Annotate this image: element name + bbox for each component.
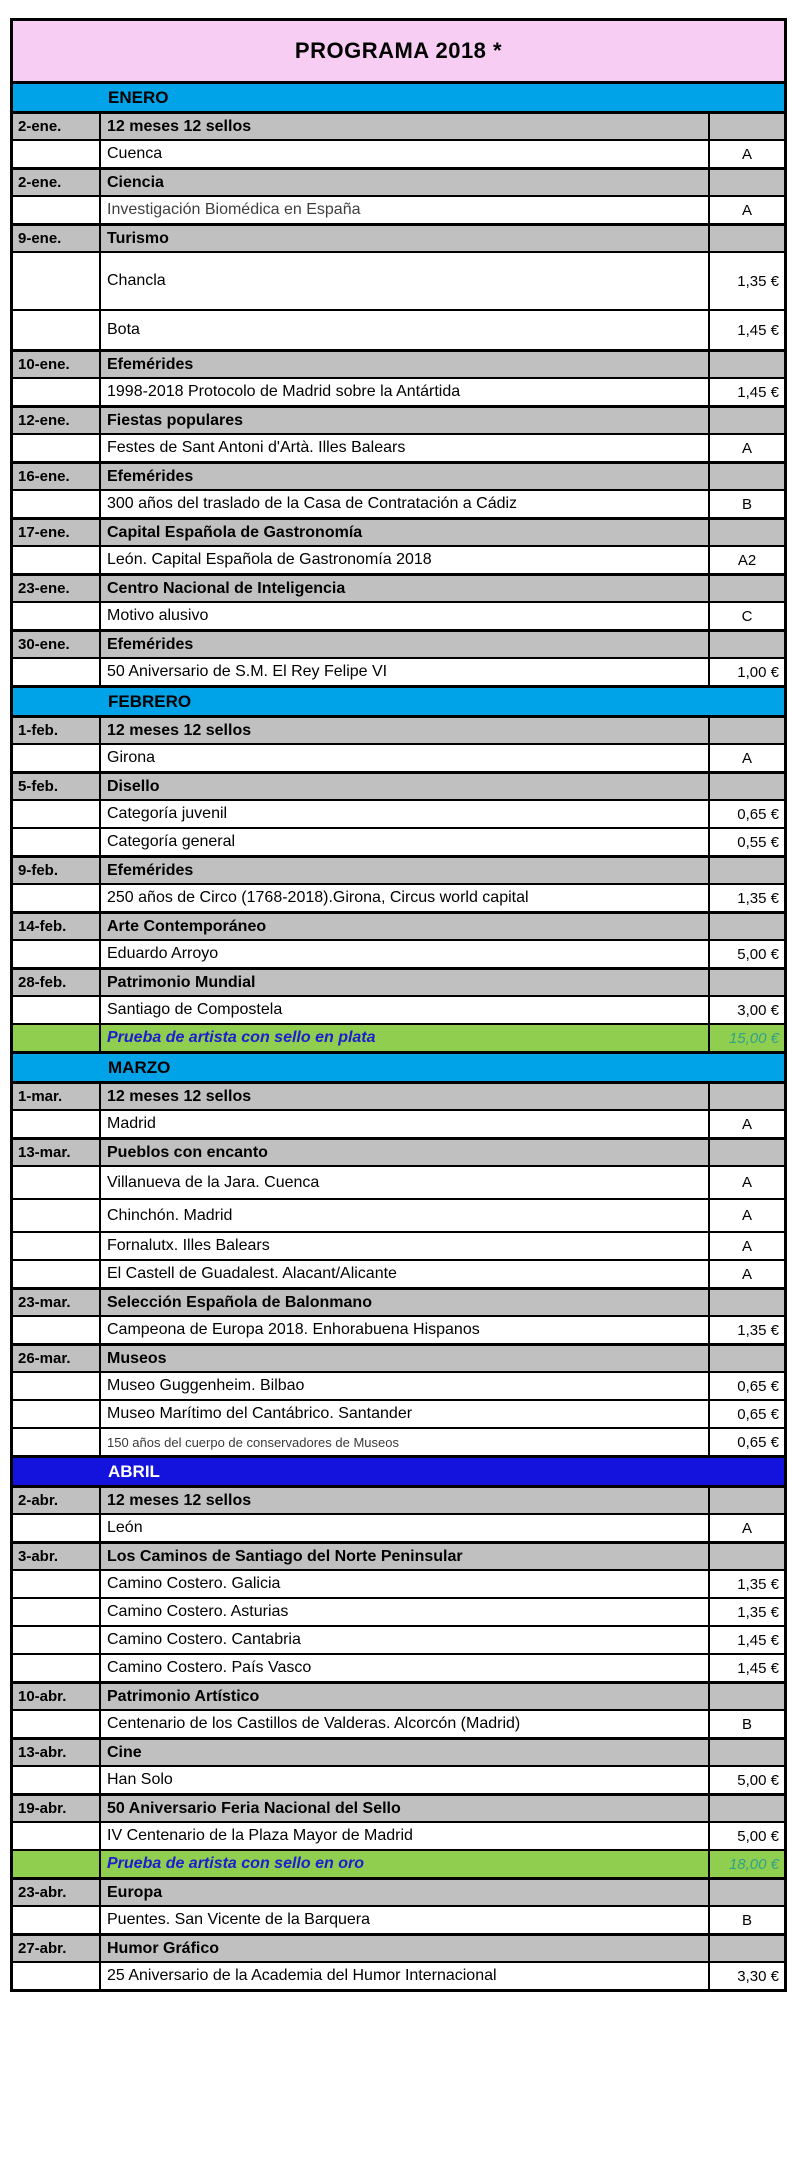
description-cell: Motivo alusivo — [101, 603, 710, 629]
date-cell — [13, 829, 101, 855]
description-cell: Arte Contemporáneo — [101, 914, 710, 939]
price-cell: A — [741, 1237, 752, 1255]
date-cell — [13, 1233, 101, 1259]
price-cell: 0,55 € — [737, 833, 779, 851]
description-cell: Humor Gráfico — [101, 1936, 710, 1961]
topic-row — [13, 855, 784, 883]
date-cell — [13, 1655, 101, 1681]
topic-row — [13, 111, 784, 139]
price-cell — [710, 1140, 784, 1165]
description-cell: Efemérides — [101, 632, 710, 657]
price-cell — [710, 774, 784, 799]
item-row — [13, 195, 784, 223]
item-row — [13, 601, 784, 629]
price-cell: 1,00 € — [737, 663, 779, 681]
price-cell — [710, 576, 784, 601]
price-cell: A — [741, 1519, 752, 1537]
date-cell — [13, 885, 101, 911]
date-cell — [13, 1025, 101, 1051]
price-cell — [710, 1740, 784, 1765]
price-cell: 1,35 € — [737, 1321, 779, 1339]
date-cell: 2-abr. — [13, 1488, 101, 1513]
price-cell: C — [741, 607, 753, 625]
price-cell — [710, 408, 784, 433]
item-row — [13, 657, 784, 685]
item-row — [13, 1259, 784, 1287]
date-cell — [13, 547, 101, 573]
price-cell: A — [741, 439, 752, 457]
description-cell: León. Capital Española de Gastronomía 2018 — [101, 547, 710, 573]
date-cell — [13, 1167, 101, 1198]
artist-proof-row — [13, 1849, 784, 1877]
description-cell: Cuenca — [101, 141, 710, 167]
date-cell — [13, 1767, 101, 1793]
description-cell: Centenario de los Castillos de Valderas. Alcorcón (Madrid) — [101, 1711, 710, 1737]
price-cell: 1,45 € — [737, 1659, 779, 1677]
item-row — [13, 1653, 784, 1681]
item-row — [13, 1961, 784, 1989]
item-row — [13, 1165, 784, 1198]
description-cell: Han Solo — [101, 1767, 710, 1793]
topic-row — [13, 1485, 784, 1513]
date-cell — [13, 253, 101, 309]
date-cell — [13, 435, 101, 461]
date-cell: 13-mar. — [13, 1140, 101, 1165]
topic-row — [13, 461, 784, 489]
date-cell: 23-mar. — [13, 1290, 101, 1315]
description-cell: Categoría juvenil — [101, 801, 710, 827]
description-cell: Camino Costero. Cantabria — [101, 1627, 710, 1653]
price-cell: B — [741, 495, 752, 513]
topic-row — [13, 1137, 784, 1165]
item-row — [13, 1597, 784, 1625]
price-cell: A — [741, 1174, 752, 1191]
date-cell: 28-feb. — [13, 970, 101, 995]
price-cell: 1,35 € — [737, 272, 779, 290]
description-cell: Europa — [101, 1880, 710, 1905]
price-cell: A — [741, 145, 752, 163]
date-cell — [13, 1401, 101, 1427]
description-cell: Camino Costero. Galicia — [101, 1571, 710, 1597]
price-cell: 18,00 € — [728, 1855, 779, 1873]
artist-proof-row — [13, 1023, 784, 1051]
description-cell: Prueba de artista con sello en oro — [101, 1851, 710, 1877]
item-row — [13, 309, 784, 349]
description-cell: Efemérides — [101, 464, 710, 489]
item-row — [13, 1709, 784, 1737]
date-cell: 16-ene. — [13, 464, 101, 489]
topic-row — [13, 967, 784, 995]
item-row — [13, 939, 784, 967]
date-cell — [13, 941, 101, 967]
description-cell: Museo Guggenheim. Bilbao — [101, 1373, 710, 1399]
date-cell: 13-abr. — [13, 1740, 101, 1765]
description-cell: Puentes. San Vicente de la Barquera — [101, 1907, 710, 1933]
description-cell: Los Caminos de Santiago del Norte Peninsular — [101, 1544, 710, 1569]
price-cell: 1,45 € — [737, 1631, 779, 1649]
price-cell — [710, 464, 784, 489]
topic-row — [13, 1737, 784, 1765]
price-cell: 5,00 € — [737, 1771, 779, 1789]
price-cell: 0,65 € — [737, 1405, 779, 1423]
price-cell — [710, 352, 784, 377]
item-row — [13, 489, 784, 517]
price-cell: 15,00 € — [728, 1029, 779, 1047]
topic-row — [13, 349, 784, 377]
date-cell: 23-abr. — [13, 1880, 101, 1905]
date-cell: 10-ene. — [13, 352, 101, 377]
topic-row — [13, 573, 784, 601]
price-cell: B — [741, 1911, 752, 1929]
description-cell: Santiago de Compostela — [101, 997, 710, 1023]
price-cell: 1,35 € — [737, 1575, 779, 1593]
topic-row — [13, 1541, 784, 1569]
price-cell — [710, 1936, 784, 1961]
date-cell — [13, 1711, 101, 1737]
price-cell: 1,45 € — [737, 383, 779, 401]
date-cell: 27-abr. — [13, 1936, 101, 1961]
description-cell: Turismo — [101, 226, 710, 251]
description-cell: Pueblos con encanto — [101, 1140, 710, 1165]
price-cell — [710, 718, 784, 743]
date-cell — [13, 1963, 101, 1989]
item-row — [13, 545, 784, 573]
description-cell: Cine — [101, 1740, 710, 1765]
date-cell: 10-abr. — [13, 1684, 101, 1709]
item-row — [13, 1625, 784, 1653]
description-cell: El Castell de Guadalest. Alacant/Alicante — [101, 1261, 710, 1287]
item-row — [13, 1399, 784, 1427]
price-cell: 0,65 € — [737, 1377, 779, 1395]
date-cell — [13, 311, 101, 349]
date-cell: 9-ene. — [13, 226, 101, 251]
date-cell: 26-mar. — [13, 1346, 101, 1371]
description-cell: Museos — [101, 1346, 710, 1371]
description-cell: 1998-2018 Protocolo de Madrid sobre la Antártida — [101, 379, 710, 405]
date-cell — [13, 1111, 101, 1137]
price-cell: 1,35 € — [737, 1603, 779, 1621]
item-row — [13, 1765, 784, 1793]
item-row — [13, 799, 784, 827]
description-cell: Patrimonio Mundial — [101, 970, 710, 995]
price-cell — [710, 970, 784, 995]
price-cell — [710, 1544, 784, 1569]
price-cell: 3,30 € — [737, 1967, 779, 1985]
description-cell: 150 años del cuerpo de conservadores de Museos — [101, 1429, 710, 1455]
price-cell — [710, 1346, 784, 1371]
date-cell — [13, 1907, 101, 1933]
price-cell: 0,65 € — [737, 1433, 779, 1451]
date-cell — [13, 745, 101, 771]
topic-row — [13, 223, 784, 251]
description-cell: Investigación Biomédica en España — [101, 197, 710, 223]
topic-row — [13, 167, 784, 195]
topic-row — [13, 911, 784, 939]
description-cell: Camino Costero. País Vasco — [101, 1655, 710, 1681]
date-cell — [13, 659, 101, 685]
price-cell — [710, 226, 784, 251]
item-row — [13, 1821, 784, 1849]
description-cell: Madrid — [101, 1111, 710, 1137]
program-table — [10, 18, 787, 1992]
date-cell — [13, 197, 101, 223]
item-row — [13, 743, 784, 771]
topic-row — [13, 771, 784, 799]
description-cell: 300 años del traslado de la Casa de Contratación a Cádiz — [101, 491, 710, 517]
topic-row — [13, 1287, 784, 1315]
description-cell: 50 Aniversario Feria Nacional del Sello — [101, 1796, 710, 1821]
date-cell — [13, 1627, 101, 1653]
price-cell: A — [741, 201, 752, 219]
date-cell — [13, 1200, 101, 1231]
description-cell: Girona — [101, 745, 710, 771]
description-cell: Disello — [101, 774, 710, 799]
description-cell: Prueba de artista con sello en plata — [101, 1025, 710, 1051]
date-cell: 12-ene. — [13, 408, 101, 433]
description-cell: Selección Española de Balonmano — [101, 1290, 710, 1315]
description-cell: 12 meses 12 sellos — [101, 1084, 710, 1109]
price-cell: A — [741, 1265, 752, 1283]
item-row — [13, 1569, 784, 1597]
description-cell: Chancla — [101, 253, 710, 309]
topic-row — [13, 517, 784, 545]
item-row — [13, 433, 784, 461]
date-cell: 14-feb. — [13, 914, 101, 939]
price-cell: B — [741, 1715, 752, 1733]
date-cell — [13, 603, 101, 629]
item-row — [13, 251, 784, 309]
month-header-marzo: MARZO — [13, 1051, 784, 1081]
topic-row — [13, 629, 784, 657]
item-row — [13, 883, 784, 911]
date-cell — [13, 1429, 101, 1455]
item-row — [13, 1905, 784, 1933]
description-cell: 50 Aniversario de S.M. El Rey Felipe VI — [101, 659, 710, 685]
topic-row — [13, 1933, 784, 1961]
price-cell — [710, 1290, 784, 1315]
description-cell: Categoría general — [101, 829, 710, 855]
price-cell — [710, 1684, 784, 1709]
description-cell: Museo Marítimo del Cantábrico. Santander — [101, 1401, 710, 1427]
date-cell — [13, 491, 101, 517]
date-cell: 1-mar. — [13, 1084, 101, 1109]
date-cell: 3-abr. — [13, 1544, 101, 1569]
date-cell: 9-feb. — [13, 858, 101, 883]
topic-row — [13, 1877, 784, 1905]
date-cell — [13, 801, 101, 827]
description-cell: Bota — [101, 311, 710, 349]
description-cell: 250 años de Circo (1768-2018).Girona, Circus world capital — [101, 885, 710, 911]
item-row — [13, 1315, 784, 1343]
description-cell: Efemérides — [101, 858, 710, 883]
price-cell — [710, 632, 784, 657]
item-row — [13, 1198, 784, 1231]
item-row — [13, 139, 784, 167]
month-header-febrero: FEBRERO — [13, 685, 784, 715]
description-cell: 12 meses 12 sellos — [101, 718, 710, 743]
price-cell — [710, 1084, 784, 1109]
date-cell — [13, 141, 101, 167]
price-cell — [710, 1488, 784, 1513]
price-cell: 0,65 € — [737, 805, 779, 823]
description-cell: 12 meses 12 sellos — [101, 114, 710, 139]
price-cell — [710, 1880, 784, 1905]
price-cell: 1,35 € — [737, 889, 779, 907]
description-cell: Efemérides — [101, 352, 710, 377]
price-cell: 3,00 € — [737, 1001, 779, 1019]
date-cell: 17-ene. — [13, 520, 101, 545]
topic-row — [13, 1793, 784, 1821]
description-cell: Villanueva de la Jara. Cuenca — [101, 1167, 710, 1198]
price-cell: A — [741, 749, 752, 767]
date-cell — [13, 1515, 101, 1541]
date-cell: 19-abr. — [13, 1796, 101, 1821]
month-header-abril: ABRIL — [13, 1455, 784, 1485]
price-cell — [710, 858, 784, 883]
item-row — [13, 1427, 784, 1455]
price-cell: 5,00 € — [737, 945, 779, 963]
description-cell: Chinchón. Madrid — [101, 1200, 710, 1231]
date-cell — [13, 1823, 101, 1849]
description-cell: Fiestas populares — [101, 408, 710, 433]
description-cell: León — [101, 1515, 710, 1541]
topic-row — [13, 715, 784, 743]
item-row — [13, 995, 784, 1023]
date-cell — [13, 379, 101, 405]
price-cell — [710, 914, 784, 939]
description-cell: Ciencia — [101, 170, 710, 195]
date-cell: 5-feb. — [13, 774, 101, 799]
description-cell: IV Centenario de la Plaza Mayor de Madrid — [101, 1823, 710, 1849]
description-cell: Patrimonio Artístico — [101, 1684, 710, 1709]
price-cell — [710, 1796, 784, 1821]
description-cell: 12 meses 12 sellos — [101, 1488, 710, 1513]
item-row — [13, 1513, 784, 1541]
price-cell: A — [741, 1115, 752, 1133]
price-cell — [710, 114, 784, 139]
description-cell: Capital Española de Gastronomía — [101, 520, 710, 545]
date-cell: 30-ene. — [13, 632, 101, 657]
date-cell — [13, 1261, 101, 1287]
page-title: PROGRAMA 2018 * — [13, 21, 784, 81]
description-cell: 25 Aniversario de la Academia del Humor Internacional — [101, 1963, 710, 1989]
price-cell: A2 — [737, 551, 757, 569]
description-cell: Eduardo Arroyo — [101, 941, 710, 967]
item-row — [13, 827, 784, 855]
description-cell: Festes de Sant Antoni d'Artà. Illes Balears — [101, 435, 710, 461]
date-cell — [13, 1599, 101, 1625]
date-cell: 2-ene. — [13, 170, 101, 195]
item-row — [13, 377, 784, 405]
price-cell: 5,00 € — [737, 1827, 779, 1845]
description-cell: Centro Nacional de Inteligencia — [101, 576, 710, 601]
date-cell — [13, 1571, 101, 1597]
description-cell: Campeona de Europa 2018. Enhorabuena Hispanos — [101, 1317, 710, 1343]
topic-row — [13, 1081, 784, 1109]
date-cell: 23-ene. — [13, 576, 101, 601]
description-cell: Fornalutx. Illes Balears — [101, 1233, 710, 1259]
price-cell: A — [741, 1207, 752, 1224]
topic-row — [13, 1681, 784, 1709]
item-row — [13, 1231, 784, 1259]
date-cell: 1-feb. — [13, 718, 101, 743]
topic-row — [13, 405, 784, 433]
date-cell — [13, 1851, 101, 1877]
date-cell: 2-ene. — [13, 114, 101, 139]
item-row — [13, 1371, 784, 1399]
month-header-enero: ENERO — [13, 81, 784, 111]
price-cell — [710, 520, 784, 545]
item-row — [13, 1109, 784, 1137]
date-cell — [13, 997, 101, 1023]
date-cell — [13, 1317, 101, 1343]
price-cell: 1,45 € — [737, 321, 779, 339]
description-cell: Camino Costero. Asturias — [101, 1599, 710, 1625]
topic-row — [13, 1343, 784, 1371]
price-cell — [710, 170, 784, 195]
date-cell — [13, 1373, 101, 1399]
